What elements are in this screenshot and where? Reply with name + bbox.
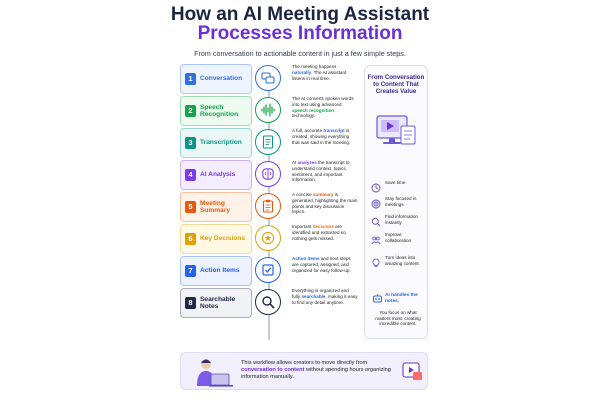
step-card [180, 192, 252, 222]
step-description-part: , making it easy to find any detail anytime. [292, 293, 358, 305]
step-description [292, 64, 358, 81]
page-title: How an AI Meeting Assistant [170, 4, 430, 25]
step-description-part: transcript [323, 128, 345, 133]
step-card [180, 128, 252, 158]
step-description-part: AI [292, 160, 298, 165]
benefit-text: Turn ideas into amazing content [385, 255, 419, 266]
step-description-part: technology. [292, 113, 316, 119]
step-label: Key Decisions [200, 235, 246, 243]
step-number: 2 [185, 105, 196, 117]
step-label: Conversation [200, 75, 243, 83]
step-description [292, 256, 358, 273]
step-description-part: decisions [312, 224, 334, 229]
magnifier-icon [255, 289, 281, 315]
step-row [180, 256, 352, 286]
step-card [180, 96, 252, 126]
step-number: 3 [185, 137, 196, 149]
footer-text [241, 360, 399, 381]
step-row [180, 224, 352, 254]
benefit-text: Stay focused in meetings [385, 196, 417, 207]
step-card [180, 224, 252, 254]
benefits-panel [364, 65, 428, 339]
step-label: Searchable Notes [200, 295, 236, 310]
step-description [292, 96, 358, 119]
step-description-part: A full, accurate [292, 128, 324, 133]
step-description-part: the transcript to understand context, topics, sentiment, and important information. [292, 160, 350, 183]
checkbox-icon [255, 257, 281, 283]
step-row [180, 192, 358, 222]
footer-text-part: conversation to content [241, 367, 305, 373]
step-label: AI Analysis [200, 171, 236, 179]
footer-banner [180, 352, 428, 390]
step-row [180, 288, 358, 318]
footer-text-part: This workflow allows creators to move directly from [241, 360, 368, 366]
star-badge-icon [255, 225, 281, 251]
footer-text-part: without spending hours organizing information manually. [241, 367, 391, 380]
document-icon [255, 129, 281, 155]
step-description [292, 224, 358, 241]
panel-title: From Conversation to Content That Creates Value [367, 74, 425, 95]
step-description-part: summary [312, 192, 334, 197]
benefit-item [371, 232, 425, 248]
step-description-part: speech recognition [292, 107, 335, 113]
video-editor-illustration-icon [375, 112, 417, 150]
clipboard-icon [255, 193, 281, 219]
search-icon [371, 214, 381, 224]
step-card [180, 288, 252, 318]
step-description-part: The AI converts spoken words into text using advanced [292, 96, 354, 107]
step-description-part: The meeting happens [292, 64, 337, 69]
step-description-part: Action items [292, 256, 320, 261]
benefit-item [371, 196, 425, 212]
step-number: 6 [185, 233, 196, 245]
brain-icon [255, 161, 281, 187]
step-description-part: is generated, highlighting the main points and key discussion topics. [292, 192, 358, 215]
team-icon [371, 232, 381, 242]
step-description-part: are identified and extracted so nothing gets missed. [292, 224, 346, 241]
step-row [180, 64, 352, 94]
step-row [180, 128, 352, 158]
step-description-part: analyzes [297, 160, 317, 165]
soundwave-icon [255, 97, 281, 123]
step-description [292, 192, 358, 215]
step-description-part: naturally [292, 69, 312, 75]
benefit-item [371, 214, 425, 230]
step-description-part: Everything is organized and fully [292, 288, 349, 299]
step-description-part: is created, showing everything that was said in the meeting. [292, 128, 351, 145]
lightbulb-icon [371, 255, 381, 265]
person-at-laptop-icon [187, 356, 235, 387]
step-description-part: Important [292, 224, 313, 229]
step-description-part: . The AI assistant listens in real time. [292, 69, 347, 81]
page-title-accent: Processes Information [197, 23, 403, 44]
chat-icon [255, 65, 281, 91]
step-label: Speech Recognition [200, 103, 239, 118]
step-card [180, 64, 252, 94]
step-description [292, 288, 358, 305]
benefit-text: Save time [385, 180, 406, 185]
step-number: 4 [185, 169, 196, 181]
step-row [180, 160, 352, 190]
benefit-item [371, 180, 425, 196]
step-description [292, 160, 358, 183]
benefit-text: Improve collaboration [385, 232, 412, 243]
clock-icon [371, 180, 381, 190]
video-playlist-icon [401, 360, 423, 382]
step-label: Meeting Summary [200, 199, 231, 214]
step-number: 1 [185, 73, 196, 85]
step-description-part: A concise [292, 192, 313, 197]
panel-note-ai: AI handles the notes. [385, 293, 418, 304]
benefit-text: Find information instantly [385, 214, 418, 225]
step-number: 7 [185, 265, 196, 277]
step-row [180, 96, 352, 126]
step-card [180, 256, 252, 286]
step-description-part: and next steps are captured, assigned, and organized for easy follow-up. [292, 256, 351, 273]
robot-icon [372, 293, 383, 304]
step-label: Action Items [200, 267, 240, 275]
step-description-part: searchable [301, 293, 326, 299]
step-description [292, 128, 358, 145]
page-subtitle: From conversation to actionable content in just a few simple steps. [194, 49, 406, 58]
step-number: 8 [185, 297, 196, 309]
step-number: 5 [185, 201, 196, 213]
step-label: Transcription [200, 139, 242, 147]
target-icon [371, 196, 381, 206]
panel-note-you: You focus on what matters most: creating incredible content. [375, 310, 421, 327]
benefit-item [371, 255, 425, 271]
step-card [180, 160, 252, 190]
